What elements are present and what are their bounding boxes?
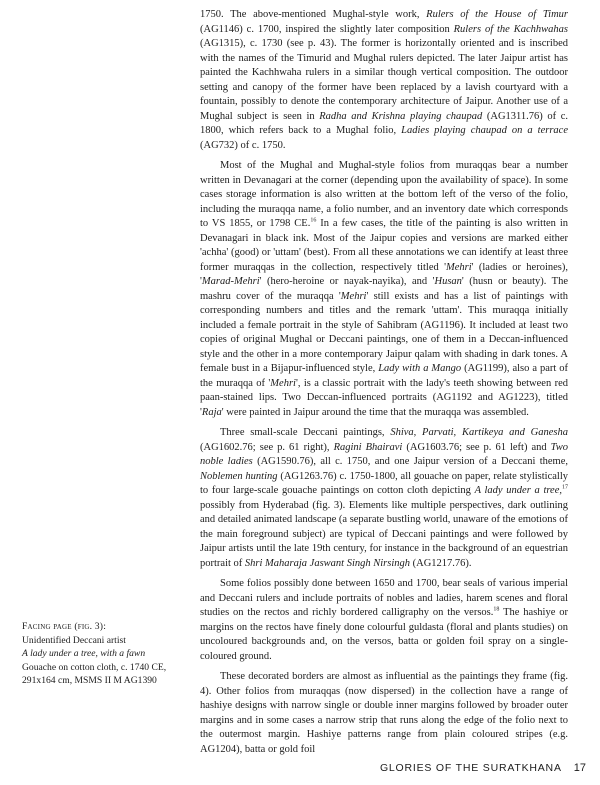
- work-title: Two noble ladies: [200, 441, 568, 467]
- page-number: 17: [573, 762, 586, 774]
- work-title: Radha and Krishna playing chaupad: [319, 110, 483, 122]
- footnote-ref: 18: [493, 606, 500, 613]
- figure-caption: [22, 620, 190, 688]
- page-footer: [380, 762, 586, 774]
- paragraph-5: These decorated borders are almost as influential as the paintings they frame (fig. 4). Other folios from muraqqas (now dispersed) in the collection have a range of hashiye designs with narrow single or double inner margins followed by broader outer margins and in some cases a narrow strip that runs along the edge of the folio next to the outermost margin. Hashiye patterns range from plain coloured stripes (e.g. AG1204), batta or gold foil: [200, 671, 568, 755]
- caption-title: A lady under a tree, with a fawn: [22, 648, 146, 660]
- work-title: Rulers of the Kachhwahas: [453, 23, 568, 35]
- paragraph-2: Most of the Mughal and Mughal-style folios from muraqqas bear a number written in Devanagari at the corner (depending upon the availability of space). In some cases storage information is also written at the bottom left of the verso of the folio, including the muraqqa name, a folio number, and an inventory date which corresponds to VS 1855, or 1798 CE.$^{16}$ In a few cases, the title of the painting is also written in Devanagari in black ink. Most of the Jaipur copies and versions are marked either 'achha' (good) or 'uttam' (best). From all these annotations we can identify at least three former muraqqas in the collection, respectively titled 'Mehri' (ladies or heroines), 'Marad-Mehri' (hero-heroine or nayak-nayika), and 'Husan' (husn or beauty). The mashru cover of the muraqqa 'Mehri' still exists and has a list of paintings with corresponding numbers and titles and the remark 'uttam'. This muraqqa initially included a female portrait in the style of Sahibram (AG1196). It included at least two copies of original Mughal or Deccani paintings, one of them in a Deccan-influenced style and the other in a more contemporary Jaipur qalam with shading in dark tones. A female bust in a Bijapur-influenced style, Lady with a Mango (AG1199), also a part of the muraqqa of 'Mehri', is a classic portrait with the lady's teeth showing between red paan-stained lips. Two Deccan-influenced portraits (AG1192 and AG1223), titled 'Raja' were painted in Jaipur around the time that the muraqqa was assembled.: [200, 160, 568, 418]
- work-title: Rulers of the House of Timur: [426, 9, 568, 20]
- running-title: GLORIES OF THE SURATKHANA: [379, 762, 562, 774]
- work-title: Ragini Bhairavi: [333, 441, 403, 453]
- work-title: Lady with a Mango: [378, 363, 462, 374]
- work-title: Shiva, Parvati, Kartikeya and Ganesha: [390, 427, 568, 438]
- work-title: Shri Maharaja Jaswant Singh Nirsingh: [244, 557, 411, 569]
- caption-artist: Unidentified Deccani artist: [22, 634, 126, 646]
- work-title: Noblemen hunting: [200, 470, 278, 482]
- body-text: [200, 8, 568, 757]
- caption-dimensions: 291x164 cm, MSMS II M AG1390: [22, 675, 157, 687]
- footnote-ref: 16: [310, 217, 317, 224]
- paragraph-1: 1750. The above-mentioned Mughal-style work, Rulers of the House of Timur (AG1146) c. 1700, inspired the slightly later composition Rulers of the Kachhwahas (AG1315), c. 1730 (see p. 43). The former is horizontally oriented and is inscribed with the names of the Timurid and Mughal rulers depicted. The later Jaipur artist has painted the Kachhwaha rulers in a similar though vertical composition. The outdoor setting and canopy of the former have been replaced by a lavish courtyard with a fountain, possibly to denote the contemporary architecture of Jaipur. Another use of a Mughal subject is seen in Radha and Krishna playing chaupad (AG1311.76) of c. 1800, which refers back to a Mughal folio, Ladies playing chaupad on a terrace (AG732) of c. 1750.: [200, 9, 569, 151]
- work-title: A lady under a tree,: [474, 485, 563, 496]
- caption-facing-page: Facing page (fig. 3):: [22, 621, 107, 632]
- footnote-ref: 17: [562, 484, 569, 491]
- work-title: Ladies playing chaupad on a terrace: [401, 125, 569, 136]
- caption-medium: Gouache on cotton cloth, c. 1740 CE,: [22, 661, 167, 673]
- paragraph-4: Some folios possibly done between 1650 and 1700, bear seals of various imperial and Deccani rulers and include portraits of nobles and ladies, harem scenes and floral studies on the rectos and richly bordered calligraphy on the versos.$^{18}$ The hashiye or margins on the rectos have finely done colourful guldasta (floral and plants studies) on uncoloured backgrounds and, on the versos, batta or golden foil spray on a single-coloured ground.: [200, 578, 568, 662]
- paragraph-3: Three small-scale Deccani paintings, Shiva, Parvati, Kartikeya and Ganesha (AG1602.76; see p. 61 right), Ragini Bhairavi (AG1603.76; see p. 61 left) and Two noble ladies (AG1590.76), all c. 1750, and one Jaipur version of a Deccani theme, Noblemen hunting (AG1263.76) c. 1750-1800, all gouache on paper, relate stylistically to four large-scale gouache paintings on cotton cloth depicting A lady under a tree,$^{17}$ possibly from Hyderabad (fig. 3). Elements like multiple perspectives, dark outlining and detailed animated landscape (a separate bustling world, unaware of the emotions of the main foreground subject) are typical of Deccani paintings and were followed by Jaipur artists until the late 19th century, for instance in the background of an equestrian portrait of Shri Maharaja Jaswant Singh Nirsingh (AG1217.76).: [200, 427, 569, 569]
